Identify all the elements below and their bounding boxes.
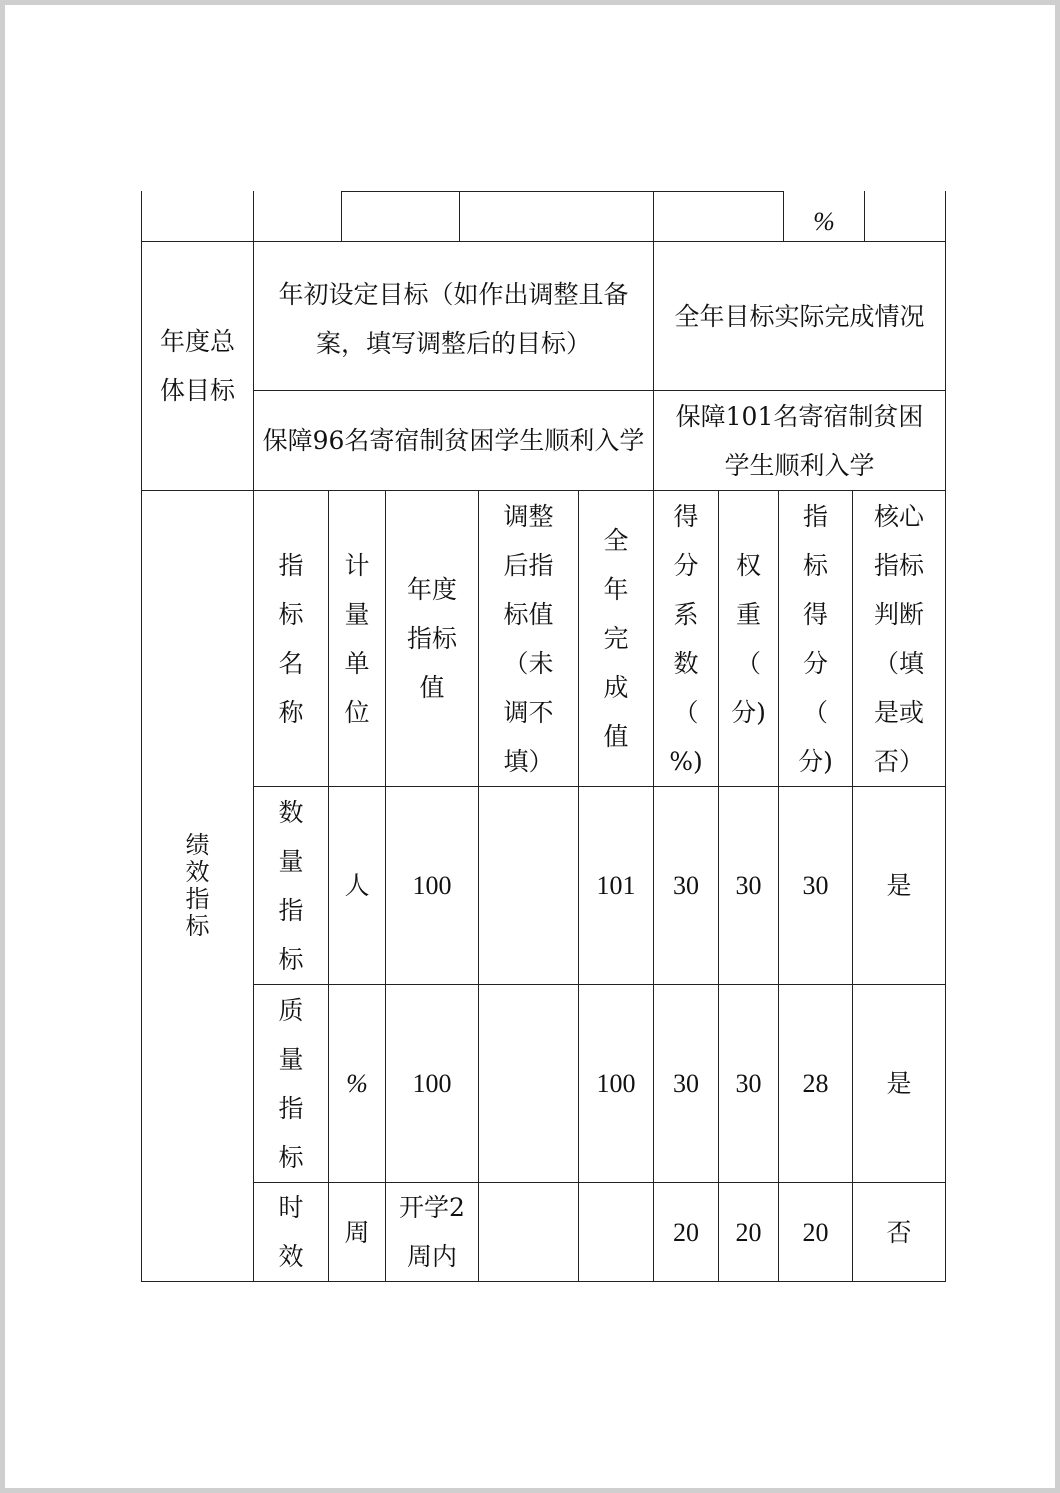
header-annual-value: 年度指标值 [406, 575, 457, 702]
goal-initial-header: 年初设定目标（如作出调整且备案，填写调整后的目标） [278, 279, 629, 358]
header-indicator-name: 指标名称 [278, 550, 304, 727]
header-core-indicator [853, 491, 945, 786]
header-core-3: （填 [873, 648, 924, 678]
header-score-0: 指 [802, 501, 828, 531]
header-coef-3: 数 [673, 648, 699, 678]
performance-row-label-text: 绩效指标 [185, 831, 210, 940]
goal-initial-value: 保障96名寄宿制贫困学生顺利入学 [262, 426, 645, 455]
row-core-indicator: 是 [886, 871, 912, 900]
header-completed-value: 全年完成值 [603, 526, 629, 751]
row-completed-value: 101 [596, 871, 636, 900]
row-score-coefficient: 30 [673, 1069, 699, 1098]
row-unit: 周 [344, 1217, 370, 1247]
row-indicator-name: 质量指标 [278, 995, 304, 1172]
row-indicator-name: 时效 [278, 1193, 304, 1271]
header-core-4: 是或 [873, 697, 924, 727]
row-score-coefficient: 30 [673, 871, 699, 900]
header-weight-0: 权 [735, 550, 761, 580]
header-weight-1: 重 [735, 599, 761, 629]
goal-row-label: 年度总体目标 [159, 327, 235, 405]
row-weight: 30 [735, 871, 762, 900]
header-score-2: 得 [802, 599, 828, 629]
row-annual-value: 100 [412, 1069, 452, 1098]
goal-actual-header: 全年目标实际完成情况 [674, 301, 925, 331]
header-score-coefficient [654, 491, 718, 786]
header-core-5: 否） [873, 746, 924, 776]
header-weight-3: 分) [731, 697, 766, 727]
row-adjusted-value [479, 787, 578, 984]
row-indicator-score: 20 [802, 1217, 829, 1247]
header-weight-2: （ [735, 648, 761, 678]
row-annual-value: 开学2周内 [399, 1193, 465, 1271]
row-completed-value: 100 [596, 1069, 636, 1098]
row-indicator-score: 28 [802, 1069, 829, 1098]
percent-sign: % [813, 206, 835, 236]
header-adjusted-value: 调整后指标值（未调不填） [503, 501, 554, 776]
row-annual-value: 100 [412, 871, 452, 900]
header-score-5: 分) [798, 746, 833, 776]
row-adjusted-value [479, 1183, 578, 1281]
row-indicator-name: 数量指标 [278, 797, 304, 974]
header-coef-4: （ [673, 697, 699, 727]
row-unit: % [346, 1069, 368, 1098]
row-indicator-score: 30 [802, 871, 829, 900]
header-unit: 计量单位 [344, 550, 370, 727]
row-core-indicator: 是 [886, 1069, 912, 1098]
row-core-indicator: 否 [886, 1217, 912, 1247]
header-core-0: 核心 [873, 501, 924, 531]
row-weight: 30 [735, 1069, 762, 1098]
header-coef-1: 分 [673, 550, 699, 580]
row-completed-value [579, 1183, 653, 1281]
header-score-4: （ [802, 697, 828, 727]
row-weight: 20 [735, 1217, 762, 1247]
header-score-3: 分 [802, 648, 828, 678]
header-coef-0: 得 [673, 501, 699, 531]
performance-row-label [142, 491, 253, 1281]
row-adjusted-value [479, 985, 578, 1182]
header-coef-2: 系 [673, 599, 699, 629]
header-indicator-score [779, 491, 852, 786]
header-coef-5: %) [669, 746, 703, 776]
goal-actual-value: 保障101名寄宿制贫困学生顺利入学 [675, 401, 924, 480]
header-core-2: 判断 [873, 599, 924, 629]
row-unit: 人 [344, 871, 370, 900]
header-score-1: 标 [802, 550, 828, 580]
row-score-coefficient: 20 [673, 1217, 699, 1247]
header-weight [719, 491, 778, 786]
header-core-1: 指标 [873, 550, 924, 580]
